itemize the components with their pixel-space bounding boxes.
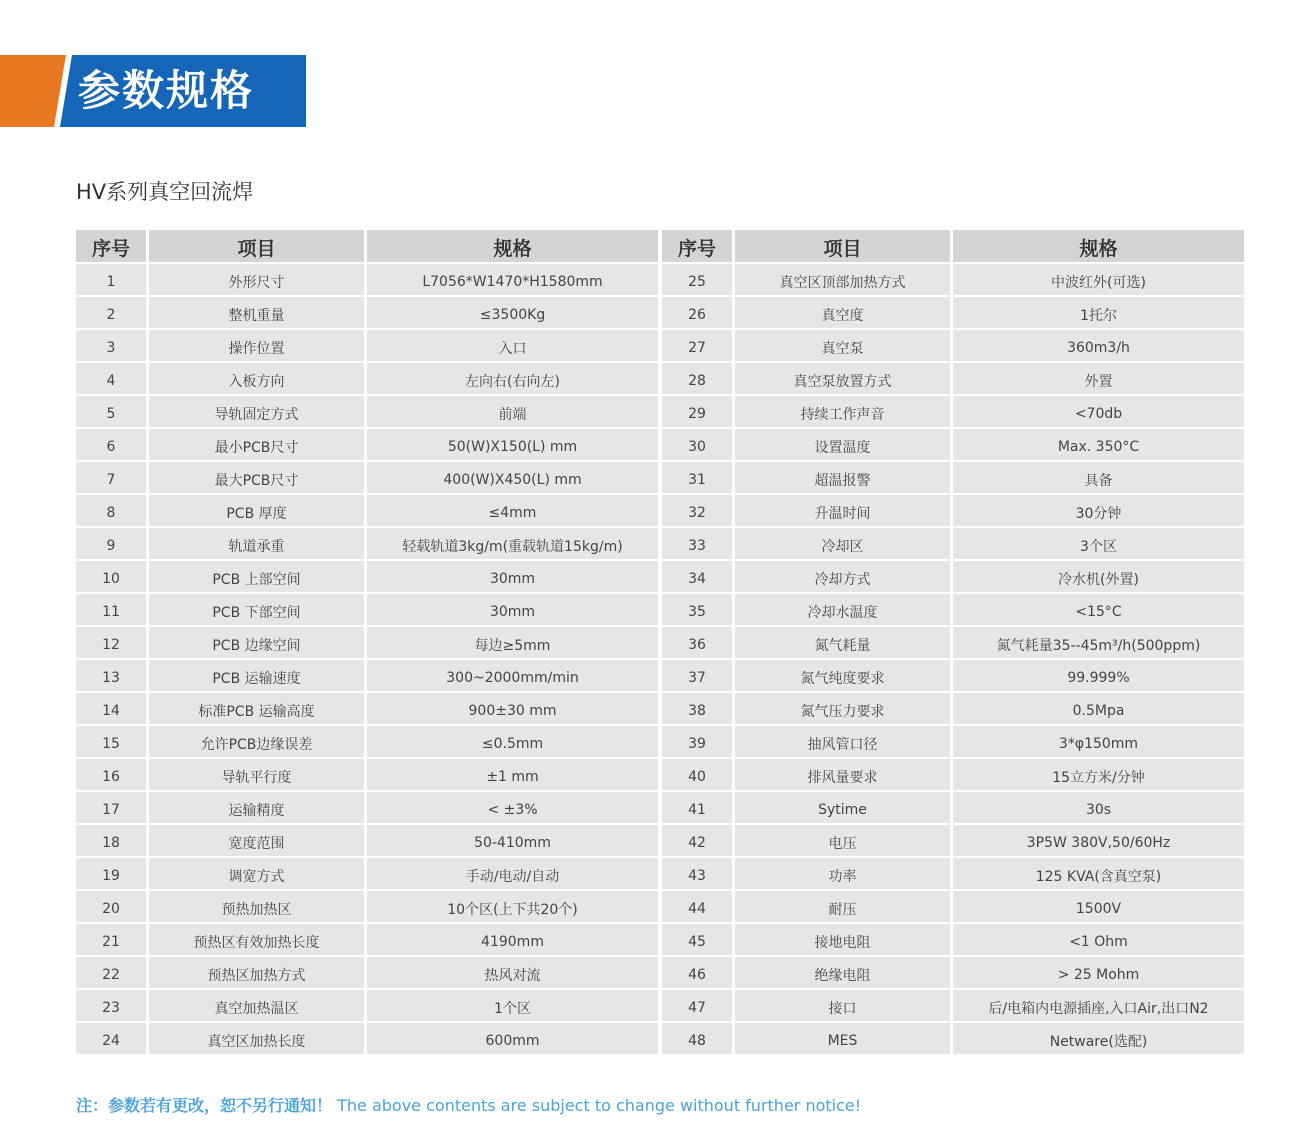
row-index: 31 bbox=[662, 462, 732, 493]
row-index: 28 bbox=[662, 363, 732, 394]
row-index: 38 bbox=[662, 693, 732, 724]
row-spec: 氮气耗量35--45m³/h(500ppm) bbox=[953, 627, 1244, 658]
product-subtitle: HV系列真空回流焊 bbox=[76, 180, 254, 204]
table-row bbox=[662, 792, 1244, 823]
row-spec: 30分钟 bbox=[953, 495, 1244, 526]
row-index: 19 bbox=[76, 858, 146, 889]
row-spec: 中波红外(可选) bbox=[953, 264, 1244, 295]
row-index: 40 bbox=[662, 759, 732, 790]
row-index: 24 bbox=[76, 1023, 146, 1054]
row-index: 32 bbox=[662, 495, 732, 526]
row-item: 冷却区 bbox=[735, 528, 950, 559]
row-item: 真空区加热长度 bbox=[149, 1023, 364, 1054]
row-index: 47 bbox=[662, 990, 732, 1021]
footer-note bbox=[76, 1093, 861, 1116]
table-row bbox=[662, 858, 1244, 889]
table-row bbox=[76, 297, 658, 328]
table-row bbox=[662, 396, 1244, 427]
table-row bbox=[662, 990, 1244, 1021]
row-spec: 手动/电动/自动 bbox=[367, 858, 658, 889]
table-row bbox=[76, 792, 658, 823]
row-index: 44 bbox=[662, 891, 732, 922]
row-spec: 1个区 bbox=[367, 990, 658, 1021]
table-row bbox=[76, 462, 658, 493]
row-index: 14 bbox=[76, 693, 146, 724]
row-spec: L7056*W1470*H1580mm bbox=[367, 264, 658, 295]
row-item: 冷却方式 bbox=[735, 561, 950, 592]
table-row bbox=[662, 891, 1244, 922]
table-row bbox=[662, 1023, 1244, 1054]
row-spec: 400(W)X450(L) mm bbox=[367, 462, 658, 493]
row-spec: 30mm bbox=[367, 561, 658, 592]
row-index: 10 bbox=[76, 561, 146, 592]
table-row bbox=[76, 627, 658, 658]
row-index: 20 bbox=[76, 891, 146, 922]
row-item: 允许PCB边缘误差 bbox=[149, 726, 364, 757]
row-index: 2 bbox=[76, 297, 146, 328]
section-banner bbox=[0, 55, 306, 127]
table-row bbox=[662, 495, 1244, 526]
row-item: PCB 边缘空间 bbox=[149, 627, 364, 658]
row-item: 绝缘电阻 bbox=[735, 957, 950, 988]
row-item: 持续工作声音 bbox=[735, 396, 950, 427]
table-row bbox=[662, 330, 1244, 361]
header-item: 项目 bbox=[149, 230, 364, 262]
row-item: Sytime bbox=[735, 792, 950, 823]
row-item: 抽风管口径 bbox=[735, 726, 950, 757]
row-spec: 每边≥5mm bbox=[367, 627, 658, 658]
row-index: 17 bbox=[76, 792, 146, 823]
row-index: 39 bbox=[662, 726, 732, 757]
header-spec: 规格 bbox=[367, 230, 658, 262]
row-spec: <70db bbox=[953, 396, 1244, 427]
table-row bbox=[76, 660, 658, 691]
table-row bbox=[76, 990, 658, 1021]
table-row bbox=[662, 594, 1244, 625]
row-item: 预热加热区 bbox=[149, 891, 364, 922]
row-spec: ≤3500Kg bbox=[367, 297, 658, 328]
table-row bbox=[662, 297, 1244, 328]
table-row bbox=[662, 561, 1244, 592]
row-item: 预热区有效加热长度 bbox=[149, 924, 364, 955]
row-item: PCB 厚度 bbox=[149, 495, 364, 526]
row-spec: > 25 Mohm bbox=[953, 957, 1244, 988]
footer-note-en: The above contents are subject to change without further notice! bbox=[337, 1096, 862, 1115]
row-index: 16 bbox=[76, 759, 146, 790]
row-item: PCB 上部空间 bbox=[149, 561, 364, 592]
row-spec: 热风对流 bbox=[367, 957, 658, 988]
row-item: 导轨平行度 bbox=[149, 759, 364, 790]
row-spec: 30s bbox=[953, 792, 1244, 823]
footer-note-cn: 注：参数若有更改，恕不另行通知！ bbox=[76, 1096, 333, 1115]
row-index: 4 bbox=[76, 363, 146, 394]
row-item: 宽度范围 bbox=[149, 825, 364, 856]
row-item: MES bbox=[735, 1023, 950, 1054]
table-row bbox=[662, 693, 1244, 724]
row-spec: 0.5Mpa bbox=[953, 693, 1244, 724]
table-row bbox=[76, 891, 658, 922]
row-spec: 4190mm bbox=[367, 924, 658, 955]
row-item: 标准PCB 运输高度 bbox=[149, 693, 364, 724]
header-spec: 规格 bbox=[953, 230, 1244, 262]
row-spec: 冷水机(外置) bbox=[953, 561, 1244, 592]
row-index: 35 bbox=[662, 594, 732, 625]
row-index: 42 bbox=[662, 825, 732, 856]
table-row bbox=[76, 561, 658, 592]
row-spec: < ±3% bbox=[367, 792, 658, 823]
row-spec: ≤0.5mm bbox=[367, 726, 658, 757]
row-item: 氮气压力要求 bbox=[735, 693, 950, 724]
row-index: 8 bbox=[76, 495, 146, 526]
row-item: 真空度 bbox=[735, 297, 950, 328]
row-item: 真空泵放置方式 bbox=[735, 363, 950, 394]
spec-table-right bbox=[662, 230, 1244, 1056]
row-index: 6 bbox=[76, 429, 146, 460]
row-index: 18 bbox=[76, 825, 146, 856]
row-item: 调宽方式 bbox=[149, 858, 364, 889]
table-row bbox=[662, 660, 1244, 691]
row-spec: 50(W)X150(L) mm bbox=[367, 429, 658, 460]
table-row bbox=[76, 693, 658, 724]
row-spec: 轻载轨道3kg/m(重载轨道15kg/m) bbox=[367, 528, 658, 559]
row-index: 11 bbox=[76, 594, 146, 625]
table-row bbox=[76, 858, 658, 889]
table-row bbox=[662, 528, 1244, 559]
row-index: 34 bbox=[662, 561, 732, 592]
row-spec: 入口 bbox=[367, 330, 658, 361]
table-row bbox=[662, 957, 1244, 988]
table-row bbox=[662, 924, 1244, 955]
row-spec: 900±30 mm bbox=[367, 693, 658, 724]
row-index: 12 bbox=[76, 627, 146, 658]
table-row bbox=[76, 594, 658, 625]
table-row bbox=[662, 627, 1244, 658]
row-index: 22 bbox=[76, 957, 146, 988]
table-row bbox=[76, 726, 658, 757]
table-row bbox=[662, 363, 1244, 394]
table-header-row bbox=[662, 230, 1244, 262]
row-spec: 具备 bbox=[953, 462, 1244, 493]
row-index: 43 bbox=[662, 858, 732, 889]
row-item: PCB 下部空间 bbox=[149, 594, 364, 625]
row-item: 最小PCB尺寸 bbox=[149, 429, 364, 460]
table-row bbox=[76, 396, 658, 427]
row-item: 升温时间 bbox=[735, 495, 950, 526]
row-item: 接口 bbox=[735, 990, 950, 1021]
row-index: 48 bbox=[662, 1023, 732, 1054]
row-index: 9 bbox=[76, 528, 146, 559]
row-spec: 600mm bbox=[367, 1023, 658, 1054]
row-spec: 50-410mm bbox=[367, 825, 658, 856]
table-row bbox=[76, 330, 658, 361]
row-item: 预热区加热方式 bbox=[149, 957, 364, 988]
row-spec: 外置 bbox=[953, 363, 1244, 394]
table-row bbox=[76, 957, 658, 988]
row-item: 操作位置 bbox=[149, 330, 364, 361]
row-spec: Max. 350°C bbox=[953, 429, 1244, 460]
row-item: 导轨固定方式 bbox=[149, 396, 364, 427]
row-item: 真空加热温区 bbox=[149, 990, 364, 1021]
row-index: 37 bbox=[662, 660, 732, 691]
row-item: 冷却水温度 bbox=[735, 594, 950, 625]
row-item: 运输精度 bbox=[149, 792, 364, 823]
table-header-row bbox=[76, 230, 658, 262]
table-row bbox=[662, 462, 1244, 493]
row-spec: 125 KVA(含真空泵) bbox=[953, 858, 1244, 889]
row-spec: 前端 bbox=[367, 396, 658, 427]
row-index: 27 bbox=[662, 330, 732, 361]
row-index: 3 bbox=[76, 330, 146, 361]
table-row bbox=[76, 528, 658, 559]
row-index: 1 bbox=[76, 264, 146, 295]
row-index: 41 bbox=[662, 792, 732, 823]
row-spec: 300~2000mm/min bbox=[367, 660, 658, 691]
row-spec: <15°C bbox=[953, 594, 1244, 625]
row-item: 排风量要求 bbox=[735, 759, 950, 790]
row-spec: Netware(选配) bbox=[953, 1023, 1244, 1054]
table-row bbox=[662, 264, 1244, 295]
header-index: 序号 bbox=[76, 230, 146, 262]
row-item: PCB 运输速度 bbox=[149, 660, 364, 691]
row-spec: 15立方米/分钟 bbox=[953, 759, 1244, 790]
row-spec: 左向右(右向左) bbox=[367, 363, 658, 394]
row-item: 超温报警 bbox=[735, 462, 950, 493]
table-row bbox=[662, 825, 1244, 856]
table-row bbox=[76, 429, 658, 460]
row-item: 耐压 bbox=[735, 891, 950, 922]
row-index: 30 bbox=[662, 429, 732, 460]
row-index: 26 bbox=[662, 297, 732, 328]
row-spec: 后/电箱内电源插座,入口Air,出口N2 bbox=[953, 990, 1244, 1021]
row-item: 轨道承重 bbox=[149, 528, 364, 559]
table-row bbox=[76, 1023, 658, 1054]
row-index: 33 bbox=[662, 528, 732, 559]
row-index: 13 bbox=[76, 660, 146, 691]
row-index: 5 bbox=[76, 396, 146, 427]
table-row bbox=[76, 264, 658, 295]
row-spec: 30mm bbox=[367, 594, 658, 625]
row-index: 25 bbox=[662, 264, 732, 295]
row-item: 入板方向 bbox=[149, 363, 364, 394]
table-row bbox=[662, 726, 1244, 757]
row-item: 设置温度 bbox=[735, 429, 950, 460]
row-item: 最大PCB尺寸 bbox=[149, 462, 364, 493]
row-index: 23 bbox=[76, 990, 146, 1021]
row-index: 45 bbox=[662, 924, 732, 955]
row-item: 真空区顶部加热方式 bbox=[735, 264, 950, 295]
row-spec: 1托尔 bbox=[953, 297, 1244, 328]
table-row bbox=[76, 924, 658, 955]
row-spec: ±1 mm bbox=[367, 759, 658, 790]
row-index: 7 bbox=[76, 462, 146, 493]
row-item: 外形尺寸 bbox=[149, 264, 364, 295]
row-index: 46 bbox=[662, 957, 732, 988]
row-spec: 1500V bbox=[953, 891, 1244, 922]
row-spec: ≤4mm bbox=[367, 495, 658, 526]
row-item: 氮气纯度要求 bbox=[735, 660, 950, 691]
spec-table-left bbox=[76, 230, 658, 1056]
page-title: 参数规格 bbox=[78, 66, 255, 115]
row-spec: 360m3/h bbox=[953, 330, 1244, 361]
row-item: 电压 bbox=[735, 825, 950, 856]
table-row bbox=[76, 759, 658, 790]
row-index: 36 bbox=[662, 627, 732, 658]
row-spec: 3个区 bbox=[953, 528, 1244, 559]
row-index: 29 bbox=[662, 396, 732, 427]
table-row bbox=[76, 363, 658, 394]
row-spec: 3P5W 380V,50/60Hz bbox=[953, 825, 1244, 856]
table-row bbox=[662, 759, 1244, 790]
header-index: 序号 bbox=[662, 230, 732, 262]
table-row bbox=[76, 495, 658, 526]
row-spec: 10个区(上下共20个) bbox=[367, 891, 658, 922]
row-spec: <1 Ohm bbox=[953, 924, 1244, 955]
row-item: 氮气耗量 bbox=[735, 627, 950, 658]
row-index: 21 bbox=[76, 924, 146, 955]
row-spec: 99.999% bbox=[953, 660, 1244, 691]
row-index: 15 bbox=[76, 726, 146, 757]
table-row bbox=[76, 825, 658, 856]
table-row bbox=[662, 429, 1244, 460]
row-item: 整机重量 bbox=[149, 297, 364, 328]
header-item: 项目 bbox=[735, 230, 950, 262]
row-item: 真空泵 bbox=[735, 330, 950, 361]
row-item: 功率 bbox=[735, 858, 950, 889]
row-item: 接地电阻 bbox=[735, 924, 950, 955]
row-spec: 3*φ150mm bbox=[953, 726, 1244, 757]
